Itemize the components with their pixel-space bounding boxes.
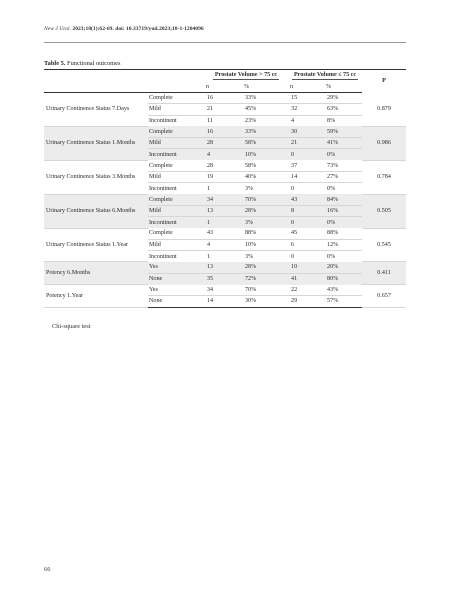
group-header-small-volume: Prostate Volume ≤ 75 cc (288, 70, 362, 82)
count-large-volume: 43 (204, 228, 242, 239)
table-row (44, 126, 406, 137)
p-value: 0.784 (362, 160, 406, 194)
category-cell: Complete (148, 228, 204, 239)
outcome-section (44, 285, 406, 308)
category-cell: Complete (148, 93, 204, 104)
percent-small-volume: 16% (324, 205, 362, 216)
percent-large-volume: 58% (242, 138, 288, 149)
outcome-label: Urinary Continence Status 7.Days (44, 93, 148, 127)
table-row (44, 285, 406, 296)
category-cell: Mild (148, 104, 204, 115)
header-divider (44, 42, 406, 43)
category-cell: Yes (148, 262, 204, 273)
table-caption (44, 60, 120, 67)
table-head (44, 70, 406, 93)
category-cell: Incontinent (148, 149, 204, 160)
count-large-volume: 16 (204, 93, 242, 104)
percent-large-volume: 28% (242, 262, 288, 273)
category-cell: None (148, 296, 204, 307)
count-small-volume: 14 (288, 172, 324, 183)
category-cell: Incontinent (149, 253, 177, 260)
percent-large-volume: 23% (245, 117, 257, 124)
header-blank-cell (44, 82, 148, 93)
percent-small-volume: 41% (324, 138, 362, 149)
table-container (44, 69, 406, 308)
percent-small-volume: 43% (324, 285, 362, 296)
functional-outcomes-table (44, 69, 406, 308)
percent-large-volume: 88% (242, 228, 288, 239)
count-small-volume: 10 (288, 262, 324, 273)
percent-large-volume: 3% (245, 185, 254, 192)
page-number: 66 (44, 566, 51, 573)
outcome-label: Potency 6.Months (44, 262, 148, 285)
percent-small-volume: 12% (324, 239, 362, 250)
percent-large-volume: 33% (242, 93, 288, 104)
percent-large-volume: 70% (242, 285, 288, 296)
count-small-volume: 4 (291, 117, 295, 124)
percent-large-volume: 28% (242, 205, 288, 216)
subheader-n: n (204, 82, 242, 93)
count-large-volume: 13 (204, 262, 242, 273)
percent-large-volume: 3% (242, 217, 288, 228)
count-small-volume: 29 (288, 296, 324, 307)
table-footnote: Chi-square test (52, 323, 91, 330)
category-cell: Mild (148, 172, 204, 183)
header-row-subcolumns (44, 82, 406, 93)
subheader-percent: % (242, 82, 288, 93)
outcome-section (44, 228, 406, 262)
count-small-volume: 45 (288, 228, 324, 239)
p-value: 0.879 (362, 93, 406, 127)
p-value: 0.657 (362, 285, 406, 308)
category-cell: Complete (148, 126, 204, 137)
count-small-volume: 0 (291, 185, 295, 192)
outcome-label: Urinary Continence Status 6.Months (44, 194, 148, 228)
table-row (44, 194, 406, 205)
count-small-volume: 15 (288, 93, 324, 104)
outcome-section (44, 194, 406, 228)
count-large-volume: 16 (204, 126, 242, 137)
outcome-section (44, 93, 406, 127)
category-cell: None (148, 273, 204, 284)
count-small-volume: 0 (288, 217, 324, 228)
category-cell: Incontinent (149, 185, 177, 192)
table-caption-label: Table 5. (44, 60, 66, 67)
count-large-volume: 21 (204, 104, 242, 115)
category-cell: Complete (148, 194, 204, 205)
category-cell: Mild (148, 138, 204, 149)
percent-small-volume: 29% (324, 93, 362, 104)
percent-small-volume: 88% (324, 228, 362, 239)
percent-large-volume: 10% (242, 239, 288, 250)
percent-small-volume: 0% (324, 149, 362, 160)
category-cell: Mild (148, 239, 204, 250)
table-row (44, 93, 406, 104)
percent-small-volume: 57% (324, 296, 362, 307)
count-small-volume: 22 (288, 285, 324, 296)
percent-small-volume: 0% (327, 253, 336, 260)
p-value: 0.411 (362, 262, 406, 285)
percent-small-volume: 27% (324, 172, 362, 183)
outcome-label: Potency 1.Year (44, 285, 148, 308)
table-caption-title: Functional outcomes (67, 60, 121, 67)
header-blank-cell (148, 70, 204, 82)
percent-small-volume: 84% (324, 194, 362, 205)
count-large-volume: 13 (204, 205, 242, 216)
count-large-volume: 35 (204, 273, 242, 284)
outcome-section (44, 126, 406, 160)
percent-small-volume: 8% (327, 117, 336, 124)
count-small-volume: 21 (288, 138, 324, 149)
subheader-percent: % (324, 82, 362, 93)
running-head (44, 26, 204, 32)
percent-small-volume: 73% (324, 160, 362, 171)
category-cell: Incontinent (148, 217, 204, 228)
count-large-volume: 34 (204, 194, 242, 205)
category-cell: Yes (148, 285, 204, 296)
percent-small-volume: 20% (324, 262, 362, 273)
percent-small-volume: 0% (324, 217, 362, 228)
outcome-label: Urinary Continence Status 1.Year (44, 228, 148, 262)
percent-large-volume: 45% (242, 104, 288, 115)
outcome-label: Urinary Continence Status 1.Months (44, 126, 148, 160)
count-small-volume: 0 (288, 149, 324, 160)
percent-small-volume: 80% (324, 273, 362, 284)
percent-large-volume: 30% (242, 296, 288, 307)
count-small-volume: 37 (288, 160, 324, 171)
count-small-volume: 30 (288, 126, 324, 137)
outcome-section (44, 160, 406, 194)
category-cell: Mild (148, 205, 204, 216)
category-cell: Incontinent (149, 117, 177, 124)
count-large-volume: 4 (204, 149, 242, 160)
count-small-volume: 8 (288, 205, 324, 216)
count-small-volume: 0 (291, 253, 295, 260)
p-value-header: P (362, 70, 406, 93)
count-large-volume: 4 (204, 239, 242, 250)
percent-large-volume: 58% (242, 160, 288, 171)
percent-large-volume: 33% (242, 126, 288, 137)
percent-large-volume: 70% (242, 194, 288, 205)
percent-small-volume: 63% (324, 104, 362, 115)
count-large-volume: 1 (207, 253, 211, 260)
count-large-volume: 28 (204, 138, 242, 149)
percent-large-volume: 10% (242, 149, 288, 160)
count-large-volume: 19 (204, 172, 242, 183)
count-small-volume: 6 (288, 239, 324, 250)
percent-small-volume: 59% (324, 126, 362, 137)
header-row-groups (44, 70, 406, 82)
category-cell: Complete (148, 160, 204, 171)
group-header-large-volume: Prostate Volume > 75 cc (204, 70, 288, 82)
count-large-volume: 28 (204, 160, 242, 171)
table-row (44, 160, 406, 171)
header-blank-cell (44, 70, 148, 82)
count-small-volume: 43 (288, 194, 324, 205)
outcome-label: Urinary Continence Status 3.Months (44, 160, 148, 194)
count-large-volume: 34 (204, 285, 242, 296)
journal-name: New J Urol. (44, 26, 71, 32)
p-value: 0.545 (362, 228, 406, 262)
article-reference: 2023;18(1):62-69. doi: 10.33719/yud.2023;18-1-1204096 (72, 26, 204, 32)
percent-small-volume: 0% (327, 185, 336, 192)
table-row (44, 228, 406, 239)
count-large-volume: 11 (207, 117, 213, 124)
count-small-volume: 32 (288, 104, 324, 115)
p-value: 0.505 (362, 194, 406, 228)
count-small-volume: 41 (288, 273, 324, 284)
header-blank-cell (148, 82, 204, 93)
outcome-section (44, 262, 406, 285)
percent-large-volume: 40% (242, 172, 288, 183)
subheader-n: n (288, 82, 324, 93)
count-large-volume: 1 (204, 217, 242, 228)
percent-large-volume: 3% (245, 253, 254, 260)
table-row (44, 262, 406, 273)
p-value: 0.986 (362, 126, 406, 160)
count-large-volume: 14 (204, 296, 242, 307)
count-large-volume: 1 (207, 185, 211, 192)
percent-large-volume: 72% (242, 273, 288, 284)
